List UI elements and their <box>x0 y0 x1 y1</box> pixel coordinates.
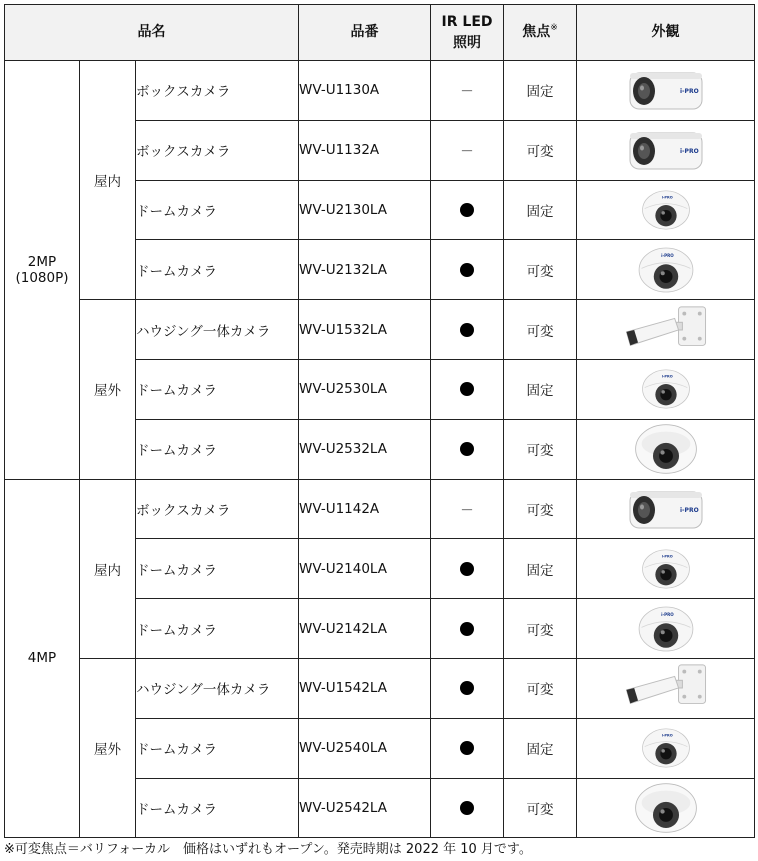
camera-type: ボックスカメラ <box>136 120 299 180</box>
header-focus-label: 焦点 <box>522 24 551 40</box>
resolution-label: 2MP <box>27 253 57 270</box>
appearance-cell <box>577 658 755 718</box>
ir-led-cell <box>431 658 504 718</box>
focus-cell: 固定 <box>504 359 577 419</box>
focus-cell: 可変 <box>504 479 577 539</box>
focus-cell: 固定 <box>504 61 577 121</box>
ir-dot-icon <box>460 681 474 695</box>
ir-led-cell <box>431 61 504 121</box>
camera-type: ドームカメラ <box>136 180 299 240</box>
header-name: 品名 <box>5 5 299 61</box>
dome-camera-icon <box>635 603 697 655</box>
model-number: WV-U2540LA <box>299 718 431 778</box>
location-indoor: 屋内 <box>80 479 136 658</box>
housing-camera-icon <box>621 661 711 715</box>
appearance-cell <box>577 120 755 180</box>
appearance-cell <box>577 180 755 240</box>
ir-led-cell <box>431 359 504 419</box>
camera-type: ドームカメラ <box>136 718 299 778</box>
focus-cell: 可変 <box>504 778 577 838</box>
model-number: WV-U1142A <box>299 479 431 539</box>
table-row <box>5 300 755 360</box>
camera-type: ハウジング一体カメラ <box>136 658 299 718</box>
location-indoor: 屋内 <box>80 61 136 300</box>
model-number: WV-U2542LA <box>299 778 431 838</box>
ir-dot-icon <box>460 741 474 755</box>
appearance-cell <box>577 359 755 419</box>
location-outdoor: 屋外 <box>80 658 136 837</box>
focus-cell: 固定 <box>504 718 577 778</box>
dome-camera-icon <box>639 547 693 591</box>
model-number: WV-U2140LA <box>299 539 431 599</box>
ir-dot-icon <box>460 562 474 576</box>
ir-none: － <box>460 84 474 101</box>
ir-led-cell <box>431 180 504 240</box>
model-number: WV-U1532LA <box>299 300 431 360</box>
ir-led-cell <box>431 120 504 180</box>
ir-led-cell <box>431 240 504 300</box>
ir-dot-icon <box>460 442 474 456</box>
focus-cell: 可変 <box>504 599 577 659</box>
camera-type: ハウジング一体カメラ <box>136 300 299 360</box>
appearance-cell <box>577 539 755 599</box>
model-number: WV-U1130A <box>299 61 431 121</box>
ir-led-cell <box>431 778 504 838</box>
housing-camera-icon <box>621 303 711 357</box>
focus-cell: 可変 <box>504 120 577 180</box>
camera-type: ボックスカメラ <box>136 479 299 539</box>
camera-type: ドームカメラ <box>136 419 299 479</box>
resolution-4mp <box>5 479 80 838</box>
model-number: WV-U2530LA <box>299 359 431 419</box>
ir-none: － <box>460 502 474 519</box>
camera-type: ドームカメラ <box>136 240 299 300</box>
dome-camera-icon <box>639 188 693 232</box>
header-row <box>5 5 755 61</box>
camera-type: ドームカメラ <box>136 359 299 419</box>
header-appearance: 外観 <box>577 5 755 61</box>
location-outdoor: 屋外 <box>80 300 136 479</box>
appearance-cell <box>577 300 755 360</box>
ir-none: － <box>460 144 474 161</box>
appearance-cell <box>577 778 755 838</box>
focus-cell: 固定 <box>504 180 577 240</box>
table-row <box>5 61 755 121</box>
appearance-cell <box>577 61 755 121</box>
resolution-sublabel: (1080P) <box>15 269 69 286</box>
model-number: WV-U1542LA <box>299 658 431 718</box>
dome-camera-icon <box>635 244 697 296</box>
appearance-cell <box>577 718 755 778</box>
box-camera-icon <box>628 127 704 173</box>
appearance-cell <box>577 599 755 659</box>
footnote: ※可変焦点＝バリフォーカル 価格はいずれもオープン。発売時期は 2022 年 10 月です。 <box>4 842 532 857</box>
ir-led-cell <box>431 539 504 599</box>
appearance-cell <box>577 419 755 479</box>
camera-spec-table <box>4 4 755 838</box>
camera-type: ドームカメラ <box>136 539 299 599</box>
dome-camera-icon <box>639 726 693 770</box>
appearance-cell <box>577 479 755 539</box>
box-camera-icon <box>628 67 704 113</box>
ir-led-cell <box>431 718 504 778</box>
camera-type: ボックスカメラ <box>136 61 299 121</box>
header-ir-led <box>431 5 504 61</box>
focus-cell: 可変 <box>504 419 577 479</box>
ir-dot-icon <box>460 323 474 337</box>
header-ir-line1: IR LED <box>441 13 493 30</box>
camera-type: ドームカメラ <box>136 778 299 838</box>
camera-type: ドームカメラ <box>136 599 299 659</box>
ir-dot-icon <box>460 263 474 277</box>
dome-camera-icon <box>633 422 699 476</box>
header-model: 品番 <box>299 5 431 61</box>
resolution-2mp <box>5 61 80 480</box>
focus-cell: 固定 <box>504 539 577 599</box>
header-ir-line2: 照明 <box>453 34 482 51</box>
resolution-label: 4MP <box>27 650 57 667</box>
box-camera-icon <box>628 486 704 532</box>
table-row <box>5 658 755 718</box>
header-focus-mark: ※ <box>550 23 558 33</box>
ir-dot-icon <box>460 382 474 396</box>
appearance-cell <box>577 240 755 300</box>
header-focus <box>504 5 577 61</box>
focus-cell: 可変 <box>504 658 577 718</box>
focus-cell: 可変 <box>504 240 577 300</box>
focus-cell: 可変 <box>504 300 577 360</box>
ir-led-cell <box>431 599 504 659</box>
model-number: WV-U2132LA <box>299 240 431 300</box>
dome-camera-icon <box>633 781 699 835</box>
ir-led-cell <box>431 300 504 360</box>
model-number: WV-U1132A <box>299 120 431 180</box>
dome-camera-icon <box>639 367 693 411</box>
ir-dot-icon <box>460 801 474 815</box>
model-number: WV-U2532LA <box>299 419 431 479</box>
model-number: WV-U2130LA <box>299 180 431 240</box>
ir-dot-icon <box>460 622 474 636</box>
table-row <box>5 479 755 539</box>
model-number: WV-U2142LA <box>299 599 431 659</box>
ir-dot-icon <box>460 203 474 217</box>
ir-led-cell <box>431 479 504 539</box>
ir-led-cell <box>431 419 504 479</box>
